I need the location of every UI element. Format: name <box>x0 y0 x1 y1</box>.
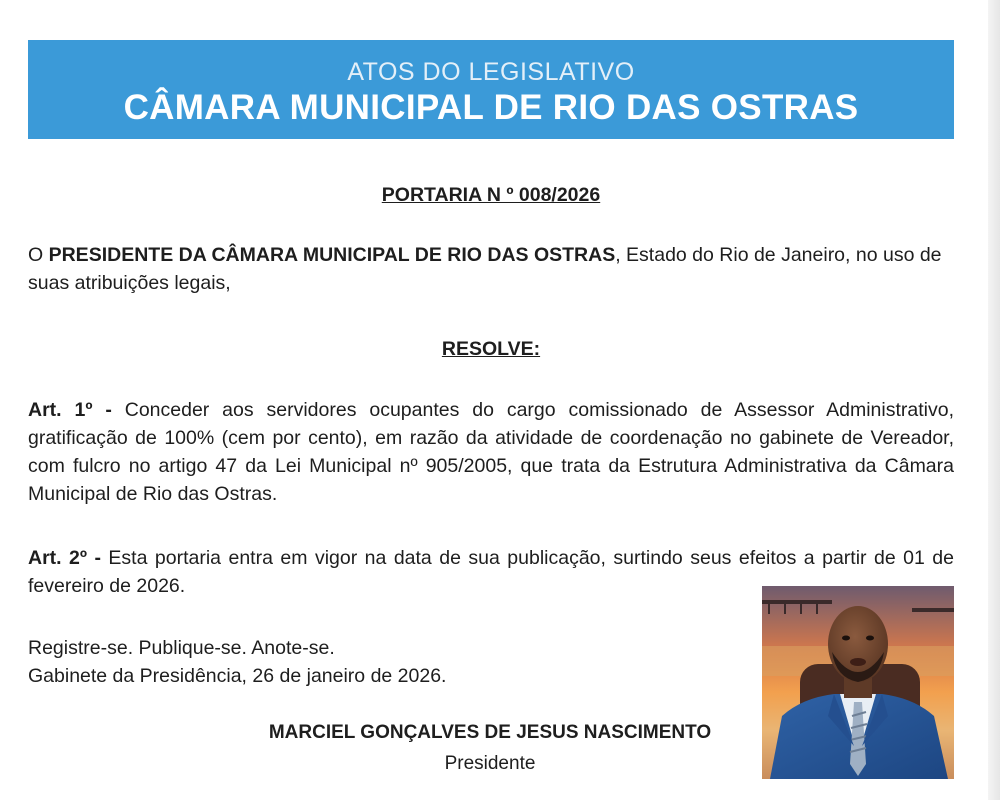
portaria-heading: PORTARIA N º 008/2026 <box>381 184 601 206</box>
intro-suffix: , Estado do Rio de Janeiro, no uso de suas atribuições legais, <box>28 244 942 294</box>
signature-name: MARCIEL GONÇALVES DE JESUS NASCIMENTO <box>268 722 712 743</box>
article-2-label: Art. 2º - <box>28 547 101 569</box>
intro-paragraph <box>28 241 954 297</box>
signature-role: Presidente <box>444 753 536 774</box>
intro-bold: PRESIDENTE DA CÂMARA MUNICIPAL DE RIO DAS OSTRAS <box>48 244 616 266</box>
closing-line-1: Registre-se. Publique-se. Anote-se. <box>28 637 335 659</box>
header-title: CÂMARA MUNICIPAL DE RIO DAS OSTRAS <box>123 88 859 127</box>
page-edge <box>988 0 1000 800</box>
resolve-heading: RESOLVE: <box>441 338 541 360</box>
article-1-label: Art. 1º - <box>28 399 112 421</box>
article-2-text: Esta portaria entra em vigor na data de sua publicação, surtindo seus efeitos a partir de 01 de fevereiro de 2026. <box>28 547 954 597</box>
intro-prefix: O <box>28 244 49 266</box>
header-banner <box>28 40 954 139</box>
article-1-text: Conceder aos servidores ocupantes do cargo comissionado de Assessor Administrativo, gratificação de 100% (cem por cento), em razão da atividade de coordenação no gabinete de Vereador, com fulcro no artigo 47 da Lei Municipal nº 905/2005, que trata da Estrutura Administrativa da Câmara Municipal de Rio das Ostras. <box>28 399 954 505</box>
resolve-heading-wrap <box>28 335 954 363</box>
closing-line-2: Gabinete da Presidência, 26 de janeiro de 2026. <box>28 665 447 687</box>
president-photo <box>762 586 954 779</box>
header-subtitle: ATOS DO LEGISLATIVO <box>347 58 635 86</box>
article-1 <box>28 396 954 508</box>
portaria-heading-wrap <box>28 181 954 209</box>
